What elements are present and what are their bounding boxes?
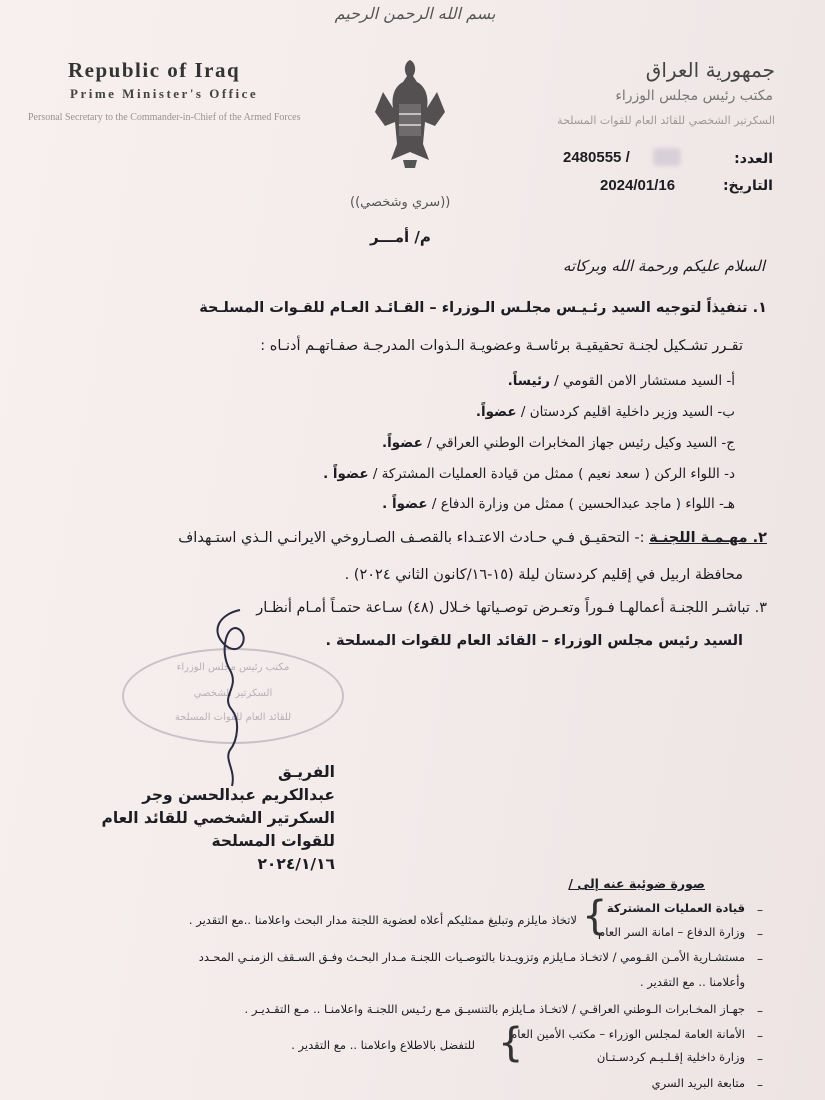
ar-subtitle: مكتب رئيس مجلس الوزراء: [615, 88, 773, 104]
member-name: السيد مستشار الامن القومي /: [554, 373, 723, 389]
cc-dash: –: [757, 927, 763, 941]
member-letter: أ-: [726, 373, 735, 389]
ar-title: جمهورية العراق: [645, 58, 775, 82]
cc-dash: –: [757, 1078, 763, 1092]
classification: ((سري وشخصي)): [350, 195, 451, 210]
cc-title: صورة ضوئية عنه إلى /: [568, 876, 705, 891]
signature-date: ٢٠٢٤/١/١٦: [257, 855, 335, 873]
ar-subtitle-secondary: السكرتير الشخصي للقائد العام للقوات المسلحة: [557, 114, 775, 127]
cc-note: لاتخاذ مايلزم وتبليغ ممثليكم أعلاه لعضوية اللجنة مدار البحث واعلامنا ..مع التقدير .: [188, 913, 577, 927]
member-item: [382, 496, 735, 512]
paragraph-2-line-2: محافظة اربيل في إقليم كردستان ليلة (١٥-١٦/كانون الثاني ٢٠٢٤) .: [344, 567, 743, 583]
cc-dash: –: [757, 1004, 763, 1018]
redaction-blur: [653, 148, 681, 166]
brace-icon: {: [498, 1020, 524, 1066]
member-item: [382, 435, 735, 451]
member-letter: هـ-: [719, 496, 735, 512]
basmala: بسم الله الرحمن الرحيم: [334, 4, 496, 23]
signatory-title-2: للقوات المسلحة: [211, 832, 335, 850]
date-label: التاريخ:: [722, 178, 773, 194]
member-role: عضواً .: [382, 496, 428, 512]
cc-dash: –: [757, 1029, 763, 1043]
member-role: عضواً .: [323, 466, 369, 482]
en-title: Republic of Iraq: [68, 58, 241, 82]
greeting: السلام عليكم ورحمة الله وبركاته: [563, 257, 765, 275]
cc-item: وزارة داخلية إقـلـيـم كردسـتـان: [596, 1050, 745, 1064]
paragraph-1-line-2: تقـرر تشـكيل لجنـة تحقيقيـة برئاسـة وعضويـة الـذوات المدرجـة صفـاتهـم أدنـاه :: [260, 338, 743, 354]
cc-item: جهـاز المخـابرات الـوطني العراقـي / لاتخـاذ مـايلزم بالتنسيـق مـع رئـيس اللجنـة واعلامنـا .. مـع التقـديـر .: [244, 1002, 745, 1016]
paragraph-3-line-2: السيد رئيس مجلس الوزراء – القائد العام للقوات المسلحة .: [325, 633, 743, 649]
reference-label: العدد:: [734, 151, 773, 167]
cc-note: للتفضل بالاطلاع واعلامنا .. مع التقدير .: [291, 1038, 475, 1052]
date-value: 2024/01/16: [600, 177, 676, 194]
eagle-emblem-icon: [365, 52, 455, 172]
paragraph-2-label: ٢. مهـمـة اللجنـة: [649, 530, 767, 546]
signatory-rank: الفريـق: [277, 763, 335, 781]
member-letter: د-: [724, 466, 735, 482]
member-role: رئيساً.: [507, 373, 550, 389]
subject: م/ أمـــر: [370, 228, 431, 246]
en-subtitle: Prime Minister's Office: [70, 86, 259, 101]
cc-item: وزارة الدفاع – امانة السر العام: [598, 925, 745, 939]
brace-icon: {: [582, 893, 608, 939]
member-name: السيد وزير داخلية اقليم كردستان /: [520, 404, 714, 420]
cc-item: متابعة البريد السري: [651, 1076, 745, 1090]
signatory-title: السكرتير الشخصي للقائد العام: [101, 809, 335, 827]
cc-dash: –: [757, 952, 763, 966]
member-role: عضواً.: [475, 404, 517, 420]
paragraph-2-line-1: [178, 530, 767, 546]
cc-item: قيادة العمليات المشتركة: [606, 901, 745, 915]
member-letter: ج-: [721, 435, 735, 451]
member-item: [476, 404, 735, 420]
cc-dash: –: [757, 1052, 763, 1066]
paragraph-3-line-1: ٣. تباشـر اللجنـة أعمالهـا فـوراً وتعـرض توصـياتها خـلال (٤٨) سـاعة حتمـاً أمـام أنظـار: [256, 600, 767, 616]
member-item: [508, 373, 735, 389]
stamp-line: مكتب رئيس مجلس الوزراء: [176, 662, 290, 673]
paragraph-2-text: :- التحقيـق فـي حـادث الاعتـداء بالقصـف الصـاروخي الايرانـي الـذي استـهداف: [178, 530, 645, 546]
member-name: اللواء الركن ( سعد نعيم ) ممثل من قيادة العمليات المشتركة /: [372, 466, 720, 482]
stamp-line: للقائد العام للقوات المسلحة: [174, 712, 292, 723]
paragraph-1-line-1: ١. تنفيذاً لتوجيه السيد رئـيـس مجلـس الـوزراء – القـائـد العـام للقـوات المسلـحة: [199, 300, 767, 316]
en-subtitle-secondary: Personal Secretary to the Commander-in-Chief of the Armed Forces: [28, 112, 301, 123]
member-name: اللواء ( ماجد عبدالحسين ) ممثل من وزارة الدفاع /: [431, 496, 715, 512]
member-item: [323, 466, 735, 482]
reference-number: 2480555 /: [563, 149, 630, 166]
member-name: السيد وكيل رئيس جهاز المخابرات الوطني العراقي /: [427, 435, 718, 451]
stamp-line: السكرتير الشخصي: [193, 688, 273, 699]
member-letter: ب-: [717, 404, 735, 420]
member-role: عضواً.: [382, 435, 423, 451]
cc-item: مستشـارية الأمـن القـومي / لاتخـاذ مـايلزم وتزويـدنا بالتوصـيات اللجنـة مـدار البحـث وفـق السـقف الزمنـي المحـدد: [198, 950, 745, 964]
cc-dash: –: [757, 903, 763, 917]
cc-item: الأمانة العامة لمجلس الوزراء – مكتب الأمين العام: [510, 1027, 745, 1041]
cc-item-continued: وأعلامنا .. مع التقدير .: [639, 975, 745, 989]
signatory-name: عبدالكريم عبدالحسن وجر: [142, 786, 335, 804]
